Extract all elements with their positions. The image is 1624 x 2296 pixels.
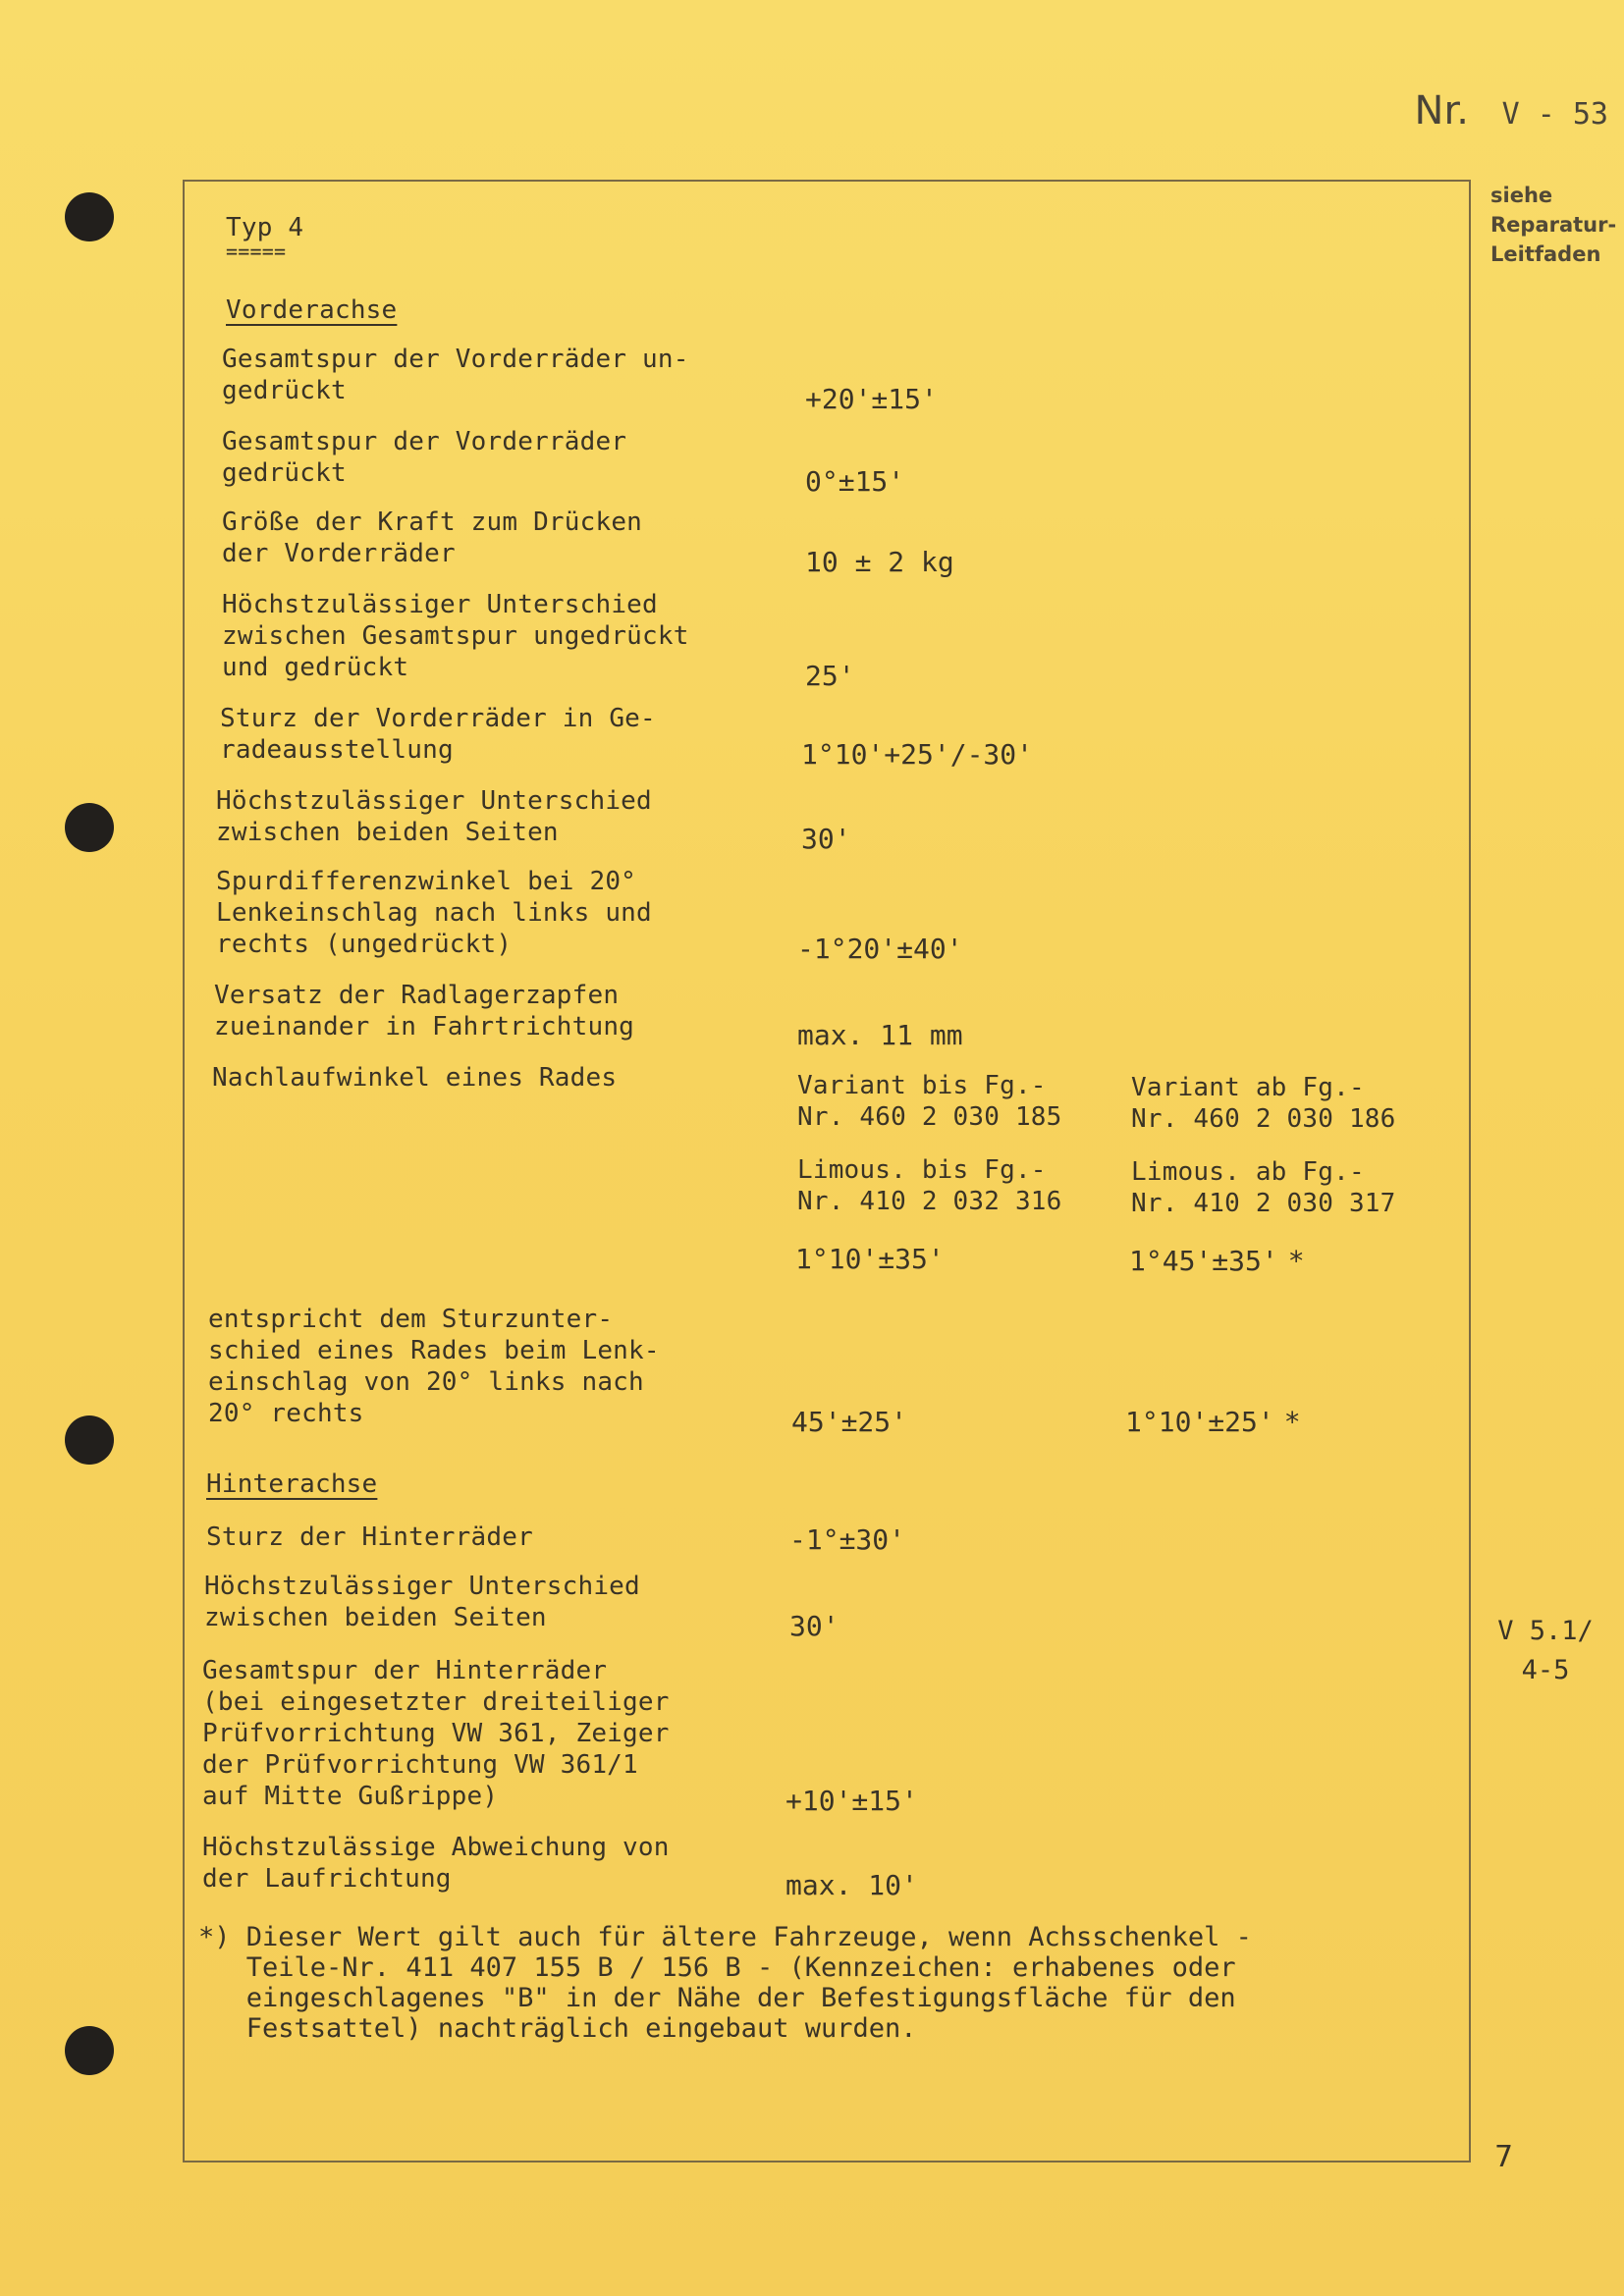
side-note xyxy=(1490,181,1616,269)
caster-limous-bis: Limous. bis Fg.- Nr. 410 2 032 316 xyxy=(797,1155,1062,1216)
caster-note-label: entspricht dem Sturzunter- schied eines Rades beim Lenk- einschlag von 20° links nach 20° rechts xyxy=(208,1305,660,1428)
caster-limous-ab: Limous. ab Fg.- Nr. 410 2 030 317 xyxy=(1131,1157,1396,1218)
type-title-underline: ===== xyxy=(226,240,287,263)
punch-hole-top xyxy=(65,192,114,241)
reference-code-line-1: V 5.1/ xyxy=(1497,1616,1594,1646)
rear-row-2-label: Höchstzulässiger Unterschied zwischen beiden Seiten xyxy=(204,1572,640,1632)
caster-note-value-right xyxy=(1125,1406,1301,1438)
reference-code xyxy=(1496,1612,1595,1690)
page-number: 7 xyxy=(1494,2140,1514,2174)
caster-note-value-left: 45'±25' xyxy=(791,1406,908,1438)
side-note-line-3: Leitfaden xyxy=(1490,242,1601,266)
rear-row-4-value: max. 10' xyxy=(785,1869,918,1901)
front-row-1-label: Gesamtspur der Vorderräder un- gedrückt xyxy=(222,345,689,405)
document-number-value: V - 53 xyxy=(1501,97,1608,132)
rear-row-4-label: Höchstzulässige Abweichung von der Laufrichtung xyxy=(202,1833,670,1894)
caster-variant-bis: Variant bis Fg.- Nr. 460 2 030 185 xyxy=(797,1071,1062,1132)
caster-value-right-asterisk: * xyxy=(1287,1245,1305,1277)
caster-value-right xyxy=(1129,1245,1305,1277)
front-row-8-label: Versatz der Radlagerzapfen zueinander in Fahrtrichtung xyxy=(214,981,635,1041)
caster-value-right-text: 1°45'±35' xyxy=(1129,1245,1278,1277)
front-axle-heading: Vorderachse xyxy=(226,295,398,325)
caster-note-value-right-asterisk: * xyxy=(1283,1406,1301,1438)
front-row-5-value: 1°10'+25'/-30' xyxy=(801,738,1034,771)
punch-hole-bottom xyxy=(65,2026,114,2075)
rear-axle-heading: Hinterachse xyxy=(206,1469,378,1499)
rear-row-1-value: -1°±30' xyxy=(789,1523,906,1556)
front-row-6-label: Höchstzulässiger Unterschied zwischen beiden Seiten xyxy=(216,786,652,847)
caster-value-left: 1°10'±35' xyxy=(795,1243,945,1275)
front-row-9-label: Nachlaufwinkel eines Rades xyxy=(212,1063,618,1093)
front-row-3-label: Größe der Kraft zum Drücken der Vorderräder xyxy=(222,507,643,568)
side-note-line-1: siehe xyxy=(1490,184,1553,207)
document-number-prefix: Nr. xyxy=(1414,88,1469,133)
punch-hole-lower-middle xyxy=(65,1415,114,1465)
rear-row-1-label: Sturz der Hinterräder xyxy=(206,1522,533,1552)
front-row-6-value: 30' xyxy=(801,823,851,855)
front-row-2-label: Gesamtspur der Vorderräder gedrückt xyxy=(222,427,627,488)
document-number xyxy=(1415,88,1608,133)
front-row-4-value: 25' xyxy=(805,660,855,692)
front-row-2-value: 0°±15' xyxy=(805,465,905,498)
type-title: Typ 4 xyxy=(226,213,304,242)
front-row-7-label: Spurdifferenzwinkel bei 20° Lenkeinschlag nach links und rechts (ungedrückt) xyxy=(216,867,652,959)
rear-row-2-value: 30' xyxy=(789,1610,839,1642)
footnote: *) Dieser Wert gilt auch für ältere Fahrzeuge, wenn Achsschenkel - Teile-Nr. 411 407 155 B / 156 B - (Kennzeichen: erhabenes oder eingeschlagenes "B" in der Nähe der Befestigungsfläche für den Festsattel) nachträglich eingebaut wurden. xyxy=(198,1922,1252,2044)
front-row-7-value: -1°20'±40' xyxy=(797,933,963,965)
caster-note-value-right-text: 1°10'±25' xyxy=(1125,1406,1274,1438)
reference-code-line-2: 4-5 xyxy=(1521,1655,1570,1685)
front-row-1-value: +20'±15' xyxy=(805,383,938,415)
punch-hole-upper-middle xyxy=(65,803,114,852)
side-note-line-2: Reparatur- xyxy=(1490,213,1617,237)
rear-row-3-label: Gesamtspur der Hinterräder (bei eingesetzter dreiteiliger Prüfvorrichtung VW 361, Zeiger der Prüfvorrichtung VW 361/1 auf Mitte Gußrippe) xyxy=(202,1656,670,1811)
front-row-8-value: max. 11 mm xyxy=(797,1019,963,1051)
front-row-4-label: Höchstzulässiger Unterschied zwischen Gesamtspur ungedrückt und gedrückt xyxy=(222,590,689,682)
caster-variant-ab: Variant ab Fg.- Nr. 460 2 030 186 xyxy=(1131,1073,1396,1134)
front-row-3-value: 10 ± 2 kg xyxy=(805,546,954,578)
rear-row-3-value: +10'±15' xyxy=(785,1785,918,1817)
front-row-5-label: Sturz der Vorderräder in Ge- radeausstellung xyxy=(220,704,656,765)
